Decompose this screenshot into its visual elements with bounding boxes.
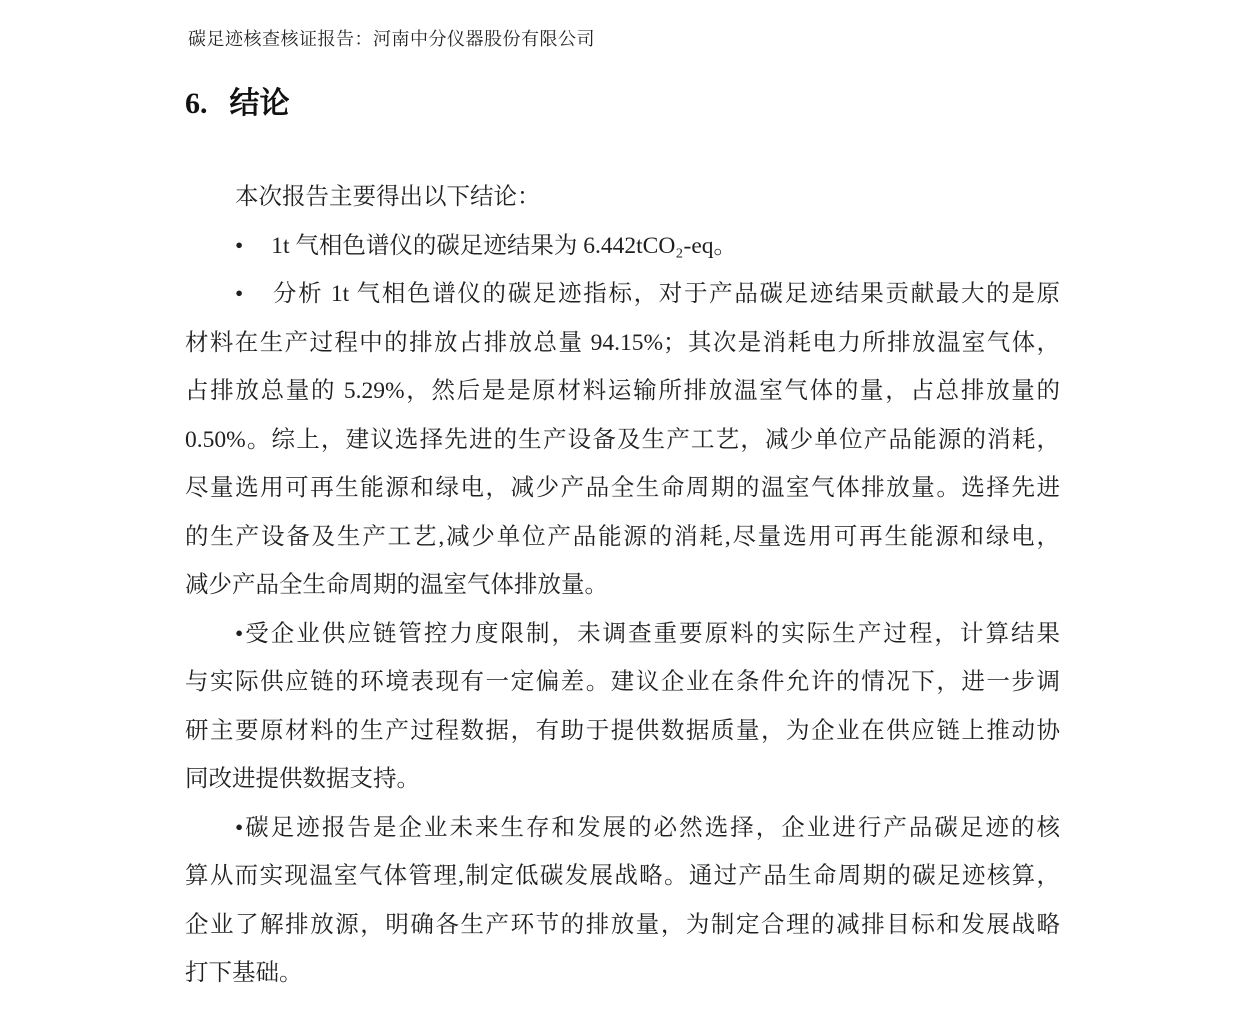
bullet-icon: • [235,281,244,307]
section-heading [185,78,290,122]
text-line: 的生产设备及生产工艺,减少单位产品能源的消耗,尽量选用可再生能源和绿电， [185,523,1060,550]
section-number: 6. [185,87,208,120]
text-line: 材料在生产过程中的排放占排放总量 94.15%；其次是消耗电力所排放温室气体， [185,329,1060,356]
text-line: 占排放总量的 5.29%，然后是是原材料运输所排放温室气体的量，占总排放量的 [185,378,1060,404]
text-line: 算从而实现温室气体管理,制定低碳发展战略。通过产品生命周期的碳足迹核算， [185,863,1060,889]
text-line: •碳足迹报告是企业未来生存和发展的必然选择，企业进行产品碳足迹的核 [235,814,1060,841]
text-line: • 1t 气相色谱仪的碳足迹结果为 6.442tCO₂-eq。 [235,232,738,259]
text-line: 同改进提供数据支持。 [185,766,420,792]
text-line: 0.50%。综上，建议选择先进的生产设备及生产工艺，减少单位产品能源的消耗， [185,426,1060,453]
text-line: • 分析 1t 气相色谱仪的碳足迹指标，对于产品碳足迹结果贡献最大的是原 [235,281,1060,307]
text-line: 企业了解排放源，明确各生产环节的排放量，为制定合理的减排目标和发展战略 [185,911,1060,938]
text-line: •受企业供应链管控力度限制，未调查重要原料的实际生产过程，计算结果 [235,620,1060,647]
bullet-icon: • [235,620,244,647]
bullet-icon: • [235,814,244,841]
text-line: 与实际供应链的环境表现有一定偏差。建议企业在条件允许的情况下，进一步调 [185,669,1060,695]
text-line: 打下基础。 [185,960,303,986]
section-title: 结论 [229,87,290,120]
bullet-icon: • [235,232,244,259]
document-body [185,173,1060,998]
text-line: 减少产品全生命周期的温室气体排放量。 [185,572,608,598]
text-line: 尽量选用可再生能源和绿电，减少产品全生命周期的温室气体排放量。选择先进 [185,475,1060,501]
text-line: 研主要原材料的生产过程数据，有助于提供数据质量，为企业在供应链上推动协 [185,717,1060,744]
text-line: 本次报告主要得出以下结论： [235,184,541,210]
page-header: 碳足迹核查核证报告：河南中分仪器股份有限公司 [188,29,595,49]
